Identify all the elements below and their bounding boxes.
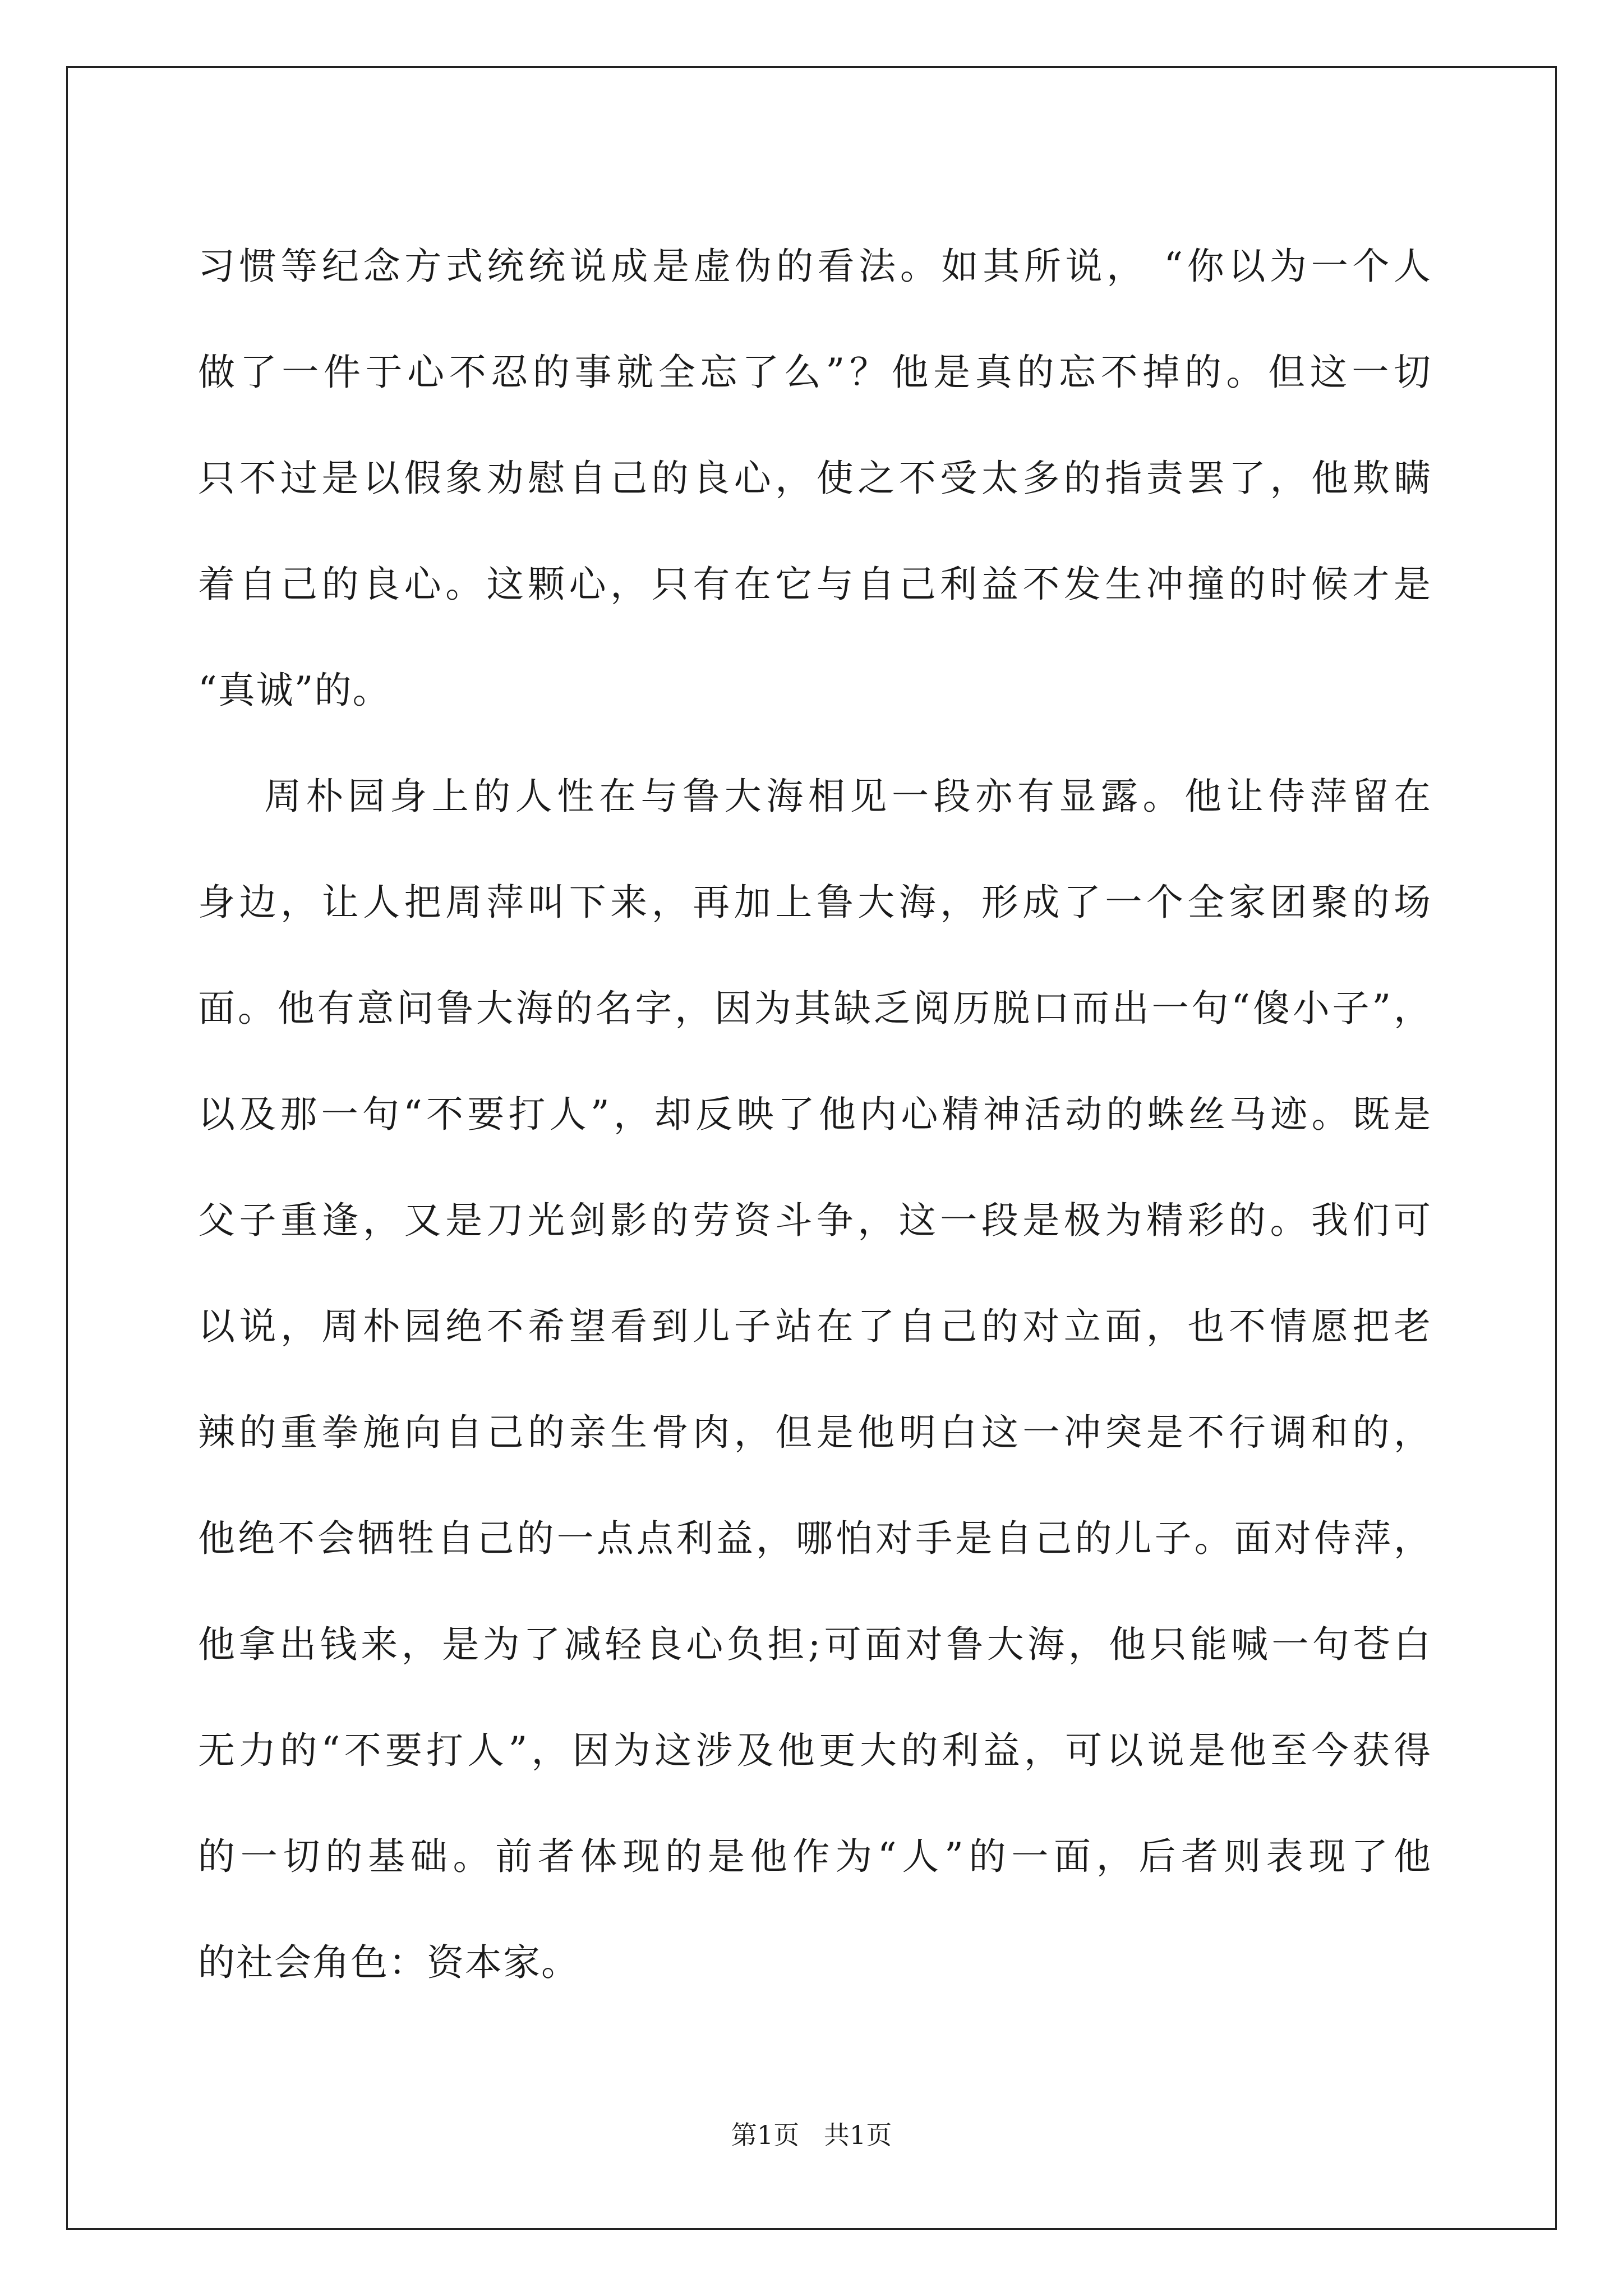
text-line: 面。他有意问鲁大海的名字，因为其缺乏阅历脱口而出一句“傻小子”，	[198, 987, 1432, 1030]
page-number-footer: 第1页 共1页	[731, 2120, 892, 2150]
text-line: 只不过是以假象劝慰自己的良心，使之不受太多的指责罢了，他欺瞒	[198, 457, 1432, 500]
text-line: 着自己的良心。这颗心，只有在它与自己利益不发生冲撞的时候才是	[198, 563, 1432, 606]
text-line: 习惯等纪念方式统统说成是虚伪的看法。如其所说， “你以为一个人	[198, 245, 1432, 288]
paragraph-2	[198, 743, 1432, 2016]
text-line: 以说，周朴园绝不希望看到儿子站在了自己的对立面，也不情愿把老	[198, 1305, 1432, 1348]
text-line: “真诚”的。	[198, 669, 391, 712]
paragraph-1	[198, 213, 1432, 743]
text-line: 父子重逢，又是刀光剑影的劳资斗争，这一段是极为精彩的。我们可	[198, 1199, 1432, 1242]
text-line: 以及那一句“不要打人”，却反映了他内心精神活动的蛛丝马迹。既是	[198, 1093, 1432, 1136]
text-line: 辣的重拳施向自己的亲生骨肉，但是他明白这一冲突是不行调和的，	[198, 1411, 1432, 1454]
text-line: 的社会角色：资本家。	[198, 1941, 579, 1984]
text-line: 周朴园身上的人性在与鲁大海相见一段亦有显露。他让侍萍留在	[198, 775, 1432, 818]
text-line: 他拿出钱来，是为了减轻良心负担;可面对鲁大海，他只能喊一句苍白	[198, 1623, 1432, 1666]
text-line: 的一切的基础。前者体现的是他作为“人”的一面，后者则表现了他	[198, 1835, 1432, 1878]
text-line: 无力的“不要打人”，因为这涉及他更大的利益，可以说是他至今获得	[198, 1729, 1432, 1772]
text-line: 做了一件于心不忍的事就全忘了么”？他是真的忘不掉的。但这一切	[198, 351, 1432, 394]
document-body	[198, 213, 1432, 2016]
text-line: 他绝不会牺牲自己的一点点利益，哪怕对手是自己的儿子。面对侍萍，	[198, 1517, 1432, 1560]
text-line: 身边，让人把周萍叫下来，再加上鲁大海，形成了一个全家团聚的场	[198, 881, 1432, 924]
